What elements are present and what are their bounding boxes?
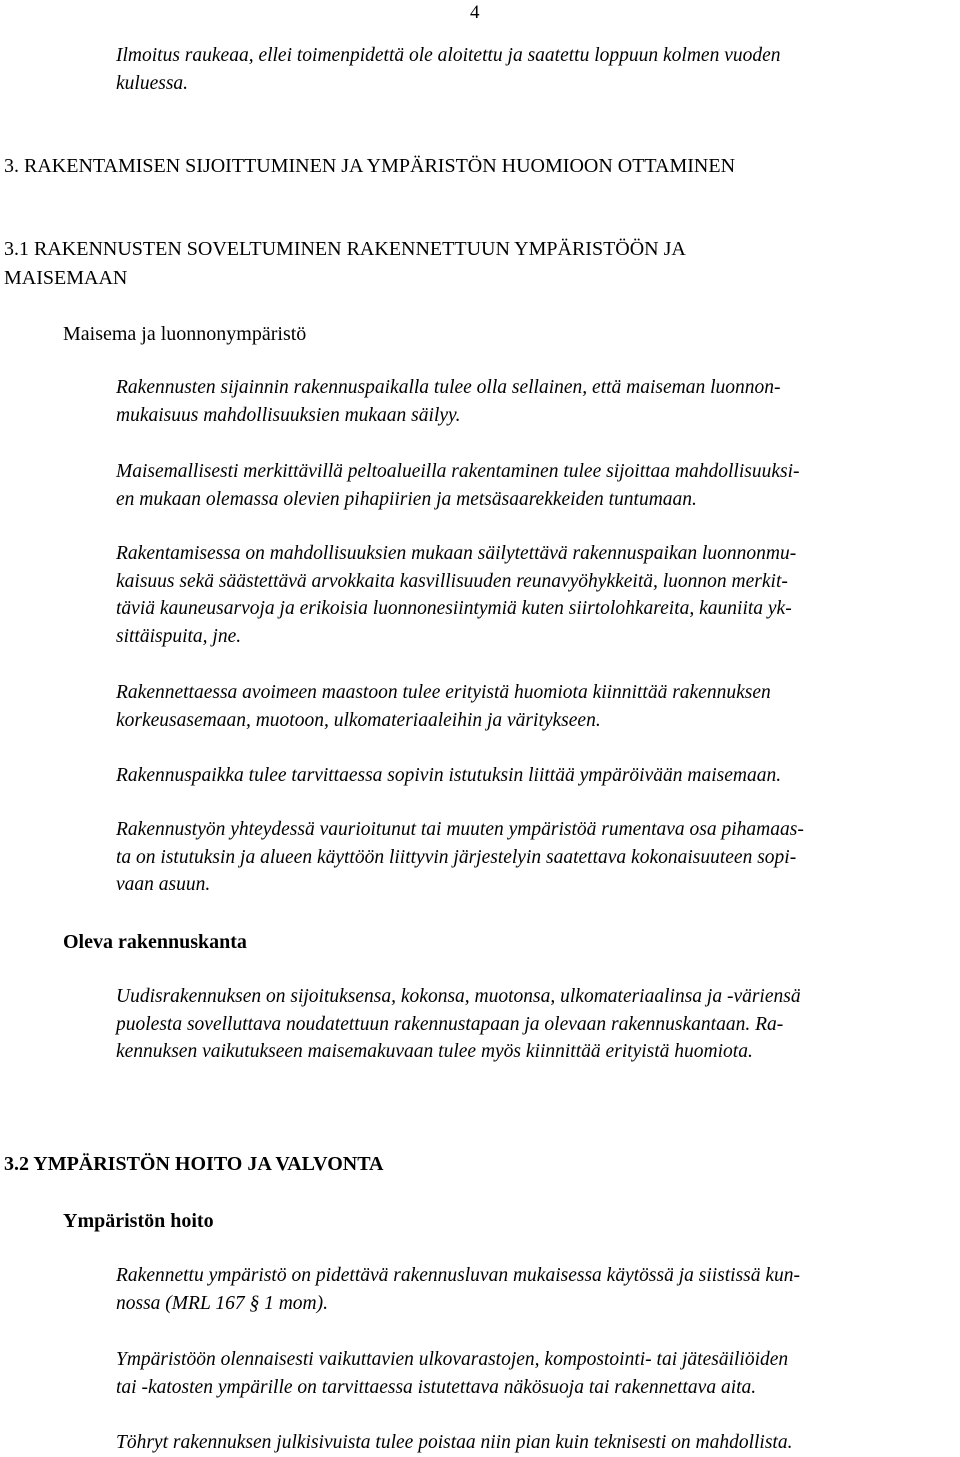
paragraph-line: tai -katosten ympärille on tarvittaessa istutettava näkösuoja tai rakennettava aita. xyxy=(116,1376,757,1398)
paragraph-line: vaan asuun. xyxy=(116,874,211,895)
section-3-2-heading: 3.2 YMPÄRISTÖN HOITO JA VALVONTA xyxy=(4,1153,384,1175)
heading-line: 3.1 RAKENNUSTEN SOVELTUMINEN RAKENNETTUUN YMPÄRISTÖÖN JA xyxy=(4,238,686,260)
paragraph-line: Rakentamisessa on mahdollisuuksien mukaan säilytettävä rakennuspaikan luonnonmu- xyxy=(116,543,797,564)
subsection-maisema-heading: Maisema ja luonnonympäristö xyxy=(63,323,307,345)
paragraph-line: kennuksen vaikutukseen maisemakuvaan tulee myös kiinnittää erityistä huomiota. xyxy=(116,1041,753,1062)
paragraph-line: täviä kauneusarvoja ja erikoisia luonnonesiintymiä kuten siirtolohkareita, kauniita yk- xyxy=(116,598,792,619)
maisema-paragraph-4 xyxy=(116,679,771,734)
subsection-oleva-heading: Oleva rakennuskanta xyxy=(63,931,247,953)
section-3-1-heading xyxy=(4,235,686,293)
oleva-paragraph-1 xyxy=(116,983,801,1066)
paragraph-line: Rakennuspaikka tulee tarvittaessa sopivin istutuksin liittää ympäröivään maisemaan. xyxy=(116,765,782,786)
paragraph-line: ta on istutuksin ja alueen käyttöön liittyvin järjestelyin saatettava kokonaisuuteen sopi- xyxy=(116,846,797,868)
paragraph-line: sittäispuita, jne. xyxy=(116,625,242,647)
paragraph-line: Rakennettu ympäristö on pidettävä rakennusluvan mukaisessa käytössä ja siistissä kun- xyxy=(116,1265,801,1286)
paragraph-line: en mukaan olemassa olevien pihapiirien ja metsäsaarekkeiden tuntumaan. xyxy=(116,488,697,510)
paragraph-line: mukaisuus mahdollisuuksien mukaan säilyy. xyxy=(116,404,461,426)
intro-paragraph xyxy=(116,42,781,97)
paragraph-line: nossa (MRL 167 § 1 mom). xyxy=(116,1292,328,1314)
paragraph-line: Rakennusten sijainnin rakennuspaikalla tulee olla sellainen, että maiseman luonnon- xyxy=(116,377,781,398)
hoito-paragraph-3 xyxy=(116,1429,792,1457)
hoito-paragraph-2 xyxy=(116,1346,788,1401)
maisema-paragraph-3 xyxy=(116,540,796,650)
paragraph-line: Ympäristöön olennaisesti vaikuttavien ulkovarastojen, kompostointi- tai jätesäiliöiden xyxy=(116,1349,789,1370)
paragraph-line: puolesta sovelluttava noudatettuun rakennustapaan ja olevaan rakennuskantaan. Ra- xyxy=(116,1013,784,1035)
maisema-paragraph-2 xyxy=(116,458,800,513)
heading-line: MAISEMAAN xyxy=(4,267,128,289)
paragraph-line: kuluessa. xyxy=(116,72,189,94)
maisema-paragraph-1 xyxy=(116,374,781,429)
subsection-hoito-heading: Ympäristön hoito xyxy=(63,1210,214,1232)
paragraph-line: Uudisrakennuksen on sijoituksensa, kokonsa, muotonsa, ulkomateriaalinsa ja -väriensä xyxy=(116,986,801,1007)
hoito-paragraph-1 xyxy=(116,1262,800,1317)
paragraph-line: kaisuus sekä säästettävä arvokkaita kasvillisuuden reunavyöhykkeitä, luonnon merkit- xyxy=(116,570,788,592)
paragraph-line: Ilmoitus raukeaa, ellei toimenpidettä ole aloitettu ja saatettu loppuun kolmen vuoden xyxy=(116,45,781,66)
maisema-paragraph-5 xyxy=(116,762,781,790)
maisema-paragraph-6 xyxy=(116,816,804,899)
paragraph-line: Töhryt rakennuksen julkisivuista tulee poistaa niin pian kuin teknisesti on mahdollista. xyxy=(116,1432,793,1453)
paragraph-line: Rakennustyön yhteydessä vaurioitunut tai muuten ympäristöä rumentava osa pihamaas- xyxy=(116,819,804,840)
page-number: 4 xyxy=(470,2,480,23)
paragraph-line: korkeusasemaan, muotoon, ulkomateriaaleihin ja väritykseen. xyxy=(116,709,601,731)
paragraph-line: Rakennettaessa avoimeen maastoon tulee erityistä huomiota kiinnittää rakennuksen xyxy=(116,682,771,703)
paragraph-line: Maisemallisesti merkittävillä peltoalueilla rakentaminen tulee sijoittaa mahdollisuuksi- xyxy=(116,461,800,482)
section-3-heading: 3. RAKENTAMISEN SIJOITTUMINEN JA YMPÄRISTÖN HUOMIOON OTTAMINEN xyxy=(4,155,736,177)
